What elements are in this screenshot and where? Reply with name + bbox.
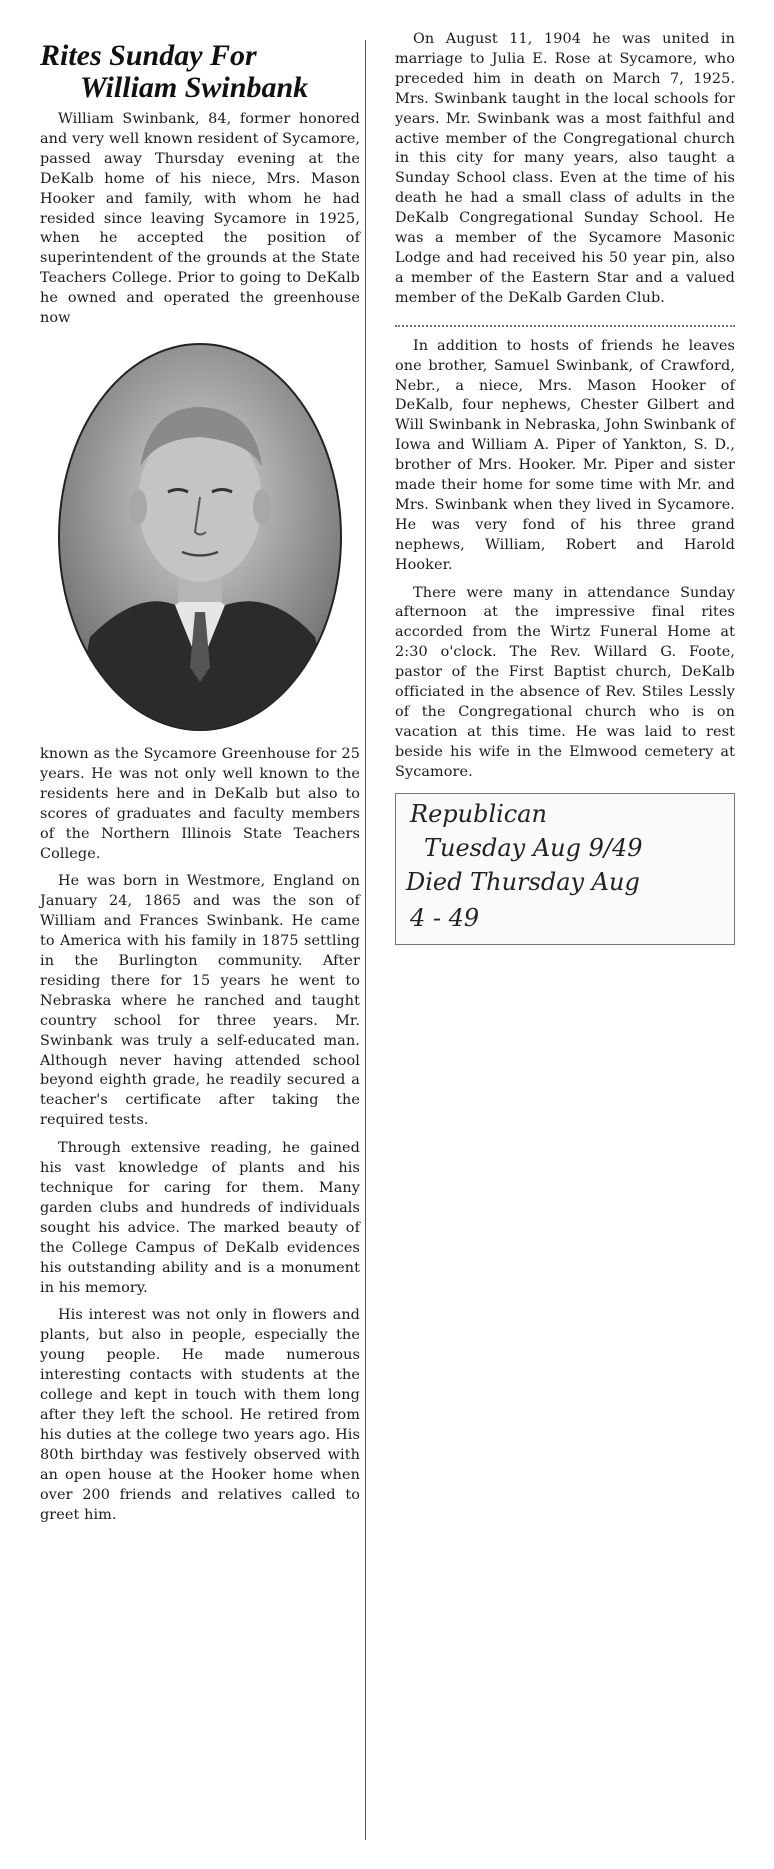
portrait-photo	[50, 337, 350, 737]
paragraph-survivors: In addition to hosts of friends he leaves one brother, Samuel Swinbank, of Crawford, Nebr., a niece, Mrs. Mason Hooker of DeKalb, four nephews, Chester Gilbert and Will Swinbank in Nebraska, John Swinbank of Iowa and William A. Piper of Yankton, S. D., brother of Mrs. Hooker. Mr. Piper and sister made their home for some time with Mr. and Mrs. Swinbank when they lived in Sycamore. He was very fond of his three grand nephews, William, Robert and Harold Hooker.	[395, 337, 735, 573]
headline	[40, 40, 360, 104]
paragraph-reading: Through extensive reading, he gained his vast knowledge of plants and his technique for caring for them. Many garden clubs and hundreds of individuals sought his advice. The marked beauty of the College Campus of DeKalb evidences his outstanding ability and is a monument in his memory.	[40, 1140, 360, 1296]
handwritten-line-1: Republican	[410, 799, 548, 828]
column-divider	[365, 40, 366, 1840]
section-separator	[395, 317, 735, 327]
paragraph-intro: William Swinbank, 84, former honored and very well known resident of Sycamore, passed away Thursday evening at the DeKalb home of his niece, Mrs. Mason Hooker and family, with whom he had resided since leaving Sycamore in 1925, when he accepted the position of superintendent of the grounds at the State Teachers College. Prior to going to DeKalb he owned and operated the greenhouse now	[40, 111, 360, 327]
paragraph-birth: He was born in Westmore, England on January 24, 1865 and was the son of William and Frances Swinbank. He came to America with his family in 1875 settling in the Burlington community. After residing there for 15 years he went to Nebraska where he ranched and taught country school for three years. Mr. Swinbank was truly a self-educated man. Although never having attended school beyond eighth grade, he readily secured a teacher's certificate after taking the required tests.	[40, 873, 360, 1129]
handwritten-line-4: 4 - 49	[410, 903, 480, 932]
paragraph-marriage: On August 11, 1904 he was united in marriage to Julia E. Rose at Sycamore, who preceded him in death on March 7, 1925. Mrs. Swinbank taught in the local schools for years. Mr. Swinbank was a most faithful and active member of the Congregational church in this city for many years, also taught a Sunday School class. Even at the time of his death he had a small class of adults in the DeKalb Congregational Sunday School. He was a member of the Sycamore Masonic Lodge and had received his 50 year pin, also a member of the Eastern Star and a valued member of the DeKalb Garden Club.	[395, 31, 735, 306]
right-column	[395, 30, 735, 945]
handwritten-line-2: Tuesday Aug 9/49	[424, 833, 643, 862]
handwritten-line-3: Died Thursday Aug	[406, 867, 640, 896]
paragraph-rites: There were many in attendance Sunday afternoon at the impressive final rites accorded from the Wirtz Funeral Home at 2:30 o'clock. The Rev. Willard G. Foote, pastor of the First Baptist church, DeKalb officiated in the absence of Rev. Stiles Lessly of the Congregational church who is on vacation at this time. He was laid to rest beside his wife in the Elmwood cemetery at Sycamore.	[395, 584, 735, 780]
paragraph-greenhouse: known as the Sycamore Greenhouse for 25 years. He was not only well known to the residents here and in DeKalb but also to scores of graduates and faculty members of the Northern Illinois State Teachers College.	[40, 745, 360, 862]
handwritten-note	[395, 793, 735, 945]
headline-line-1: Rites Sunday For	[40, 39, 257, 72]
left-column	[40, 40, 360, 1533]
paragraph-interest: His interest was not only in flowers and plants, but also in people, especially the young people. He made numerous interesting contacts with students at the college and kept in touch with them long after they left the school. He retired from his duties at the college two years ago. His 80th birthday was festively observed with an open house at the Hooker home when over 200 friends and relatives called to greet him.	[40, 1307, 360, 1523]
headline-line-2: William Swinbank	[80, 71, 309, 104]
portrait-illustration	[50, 337, 350, 737]
